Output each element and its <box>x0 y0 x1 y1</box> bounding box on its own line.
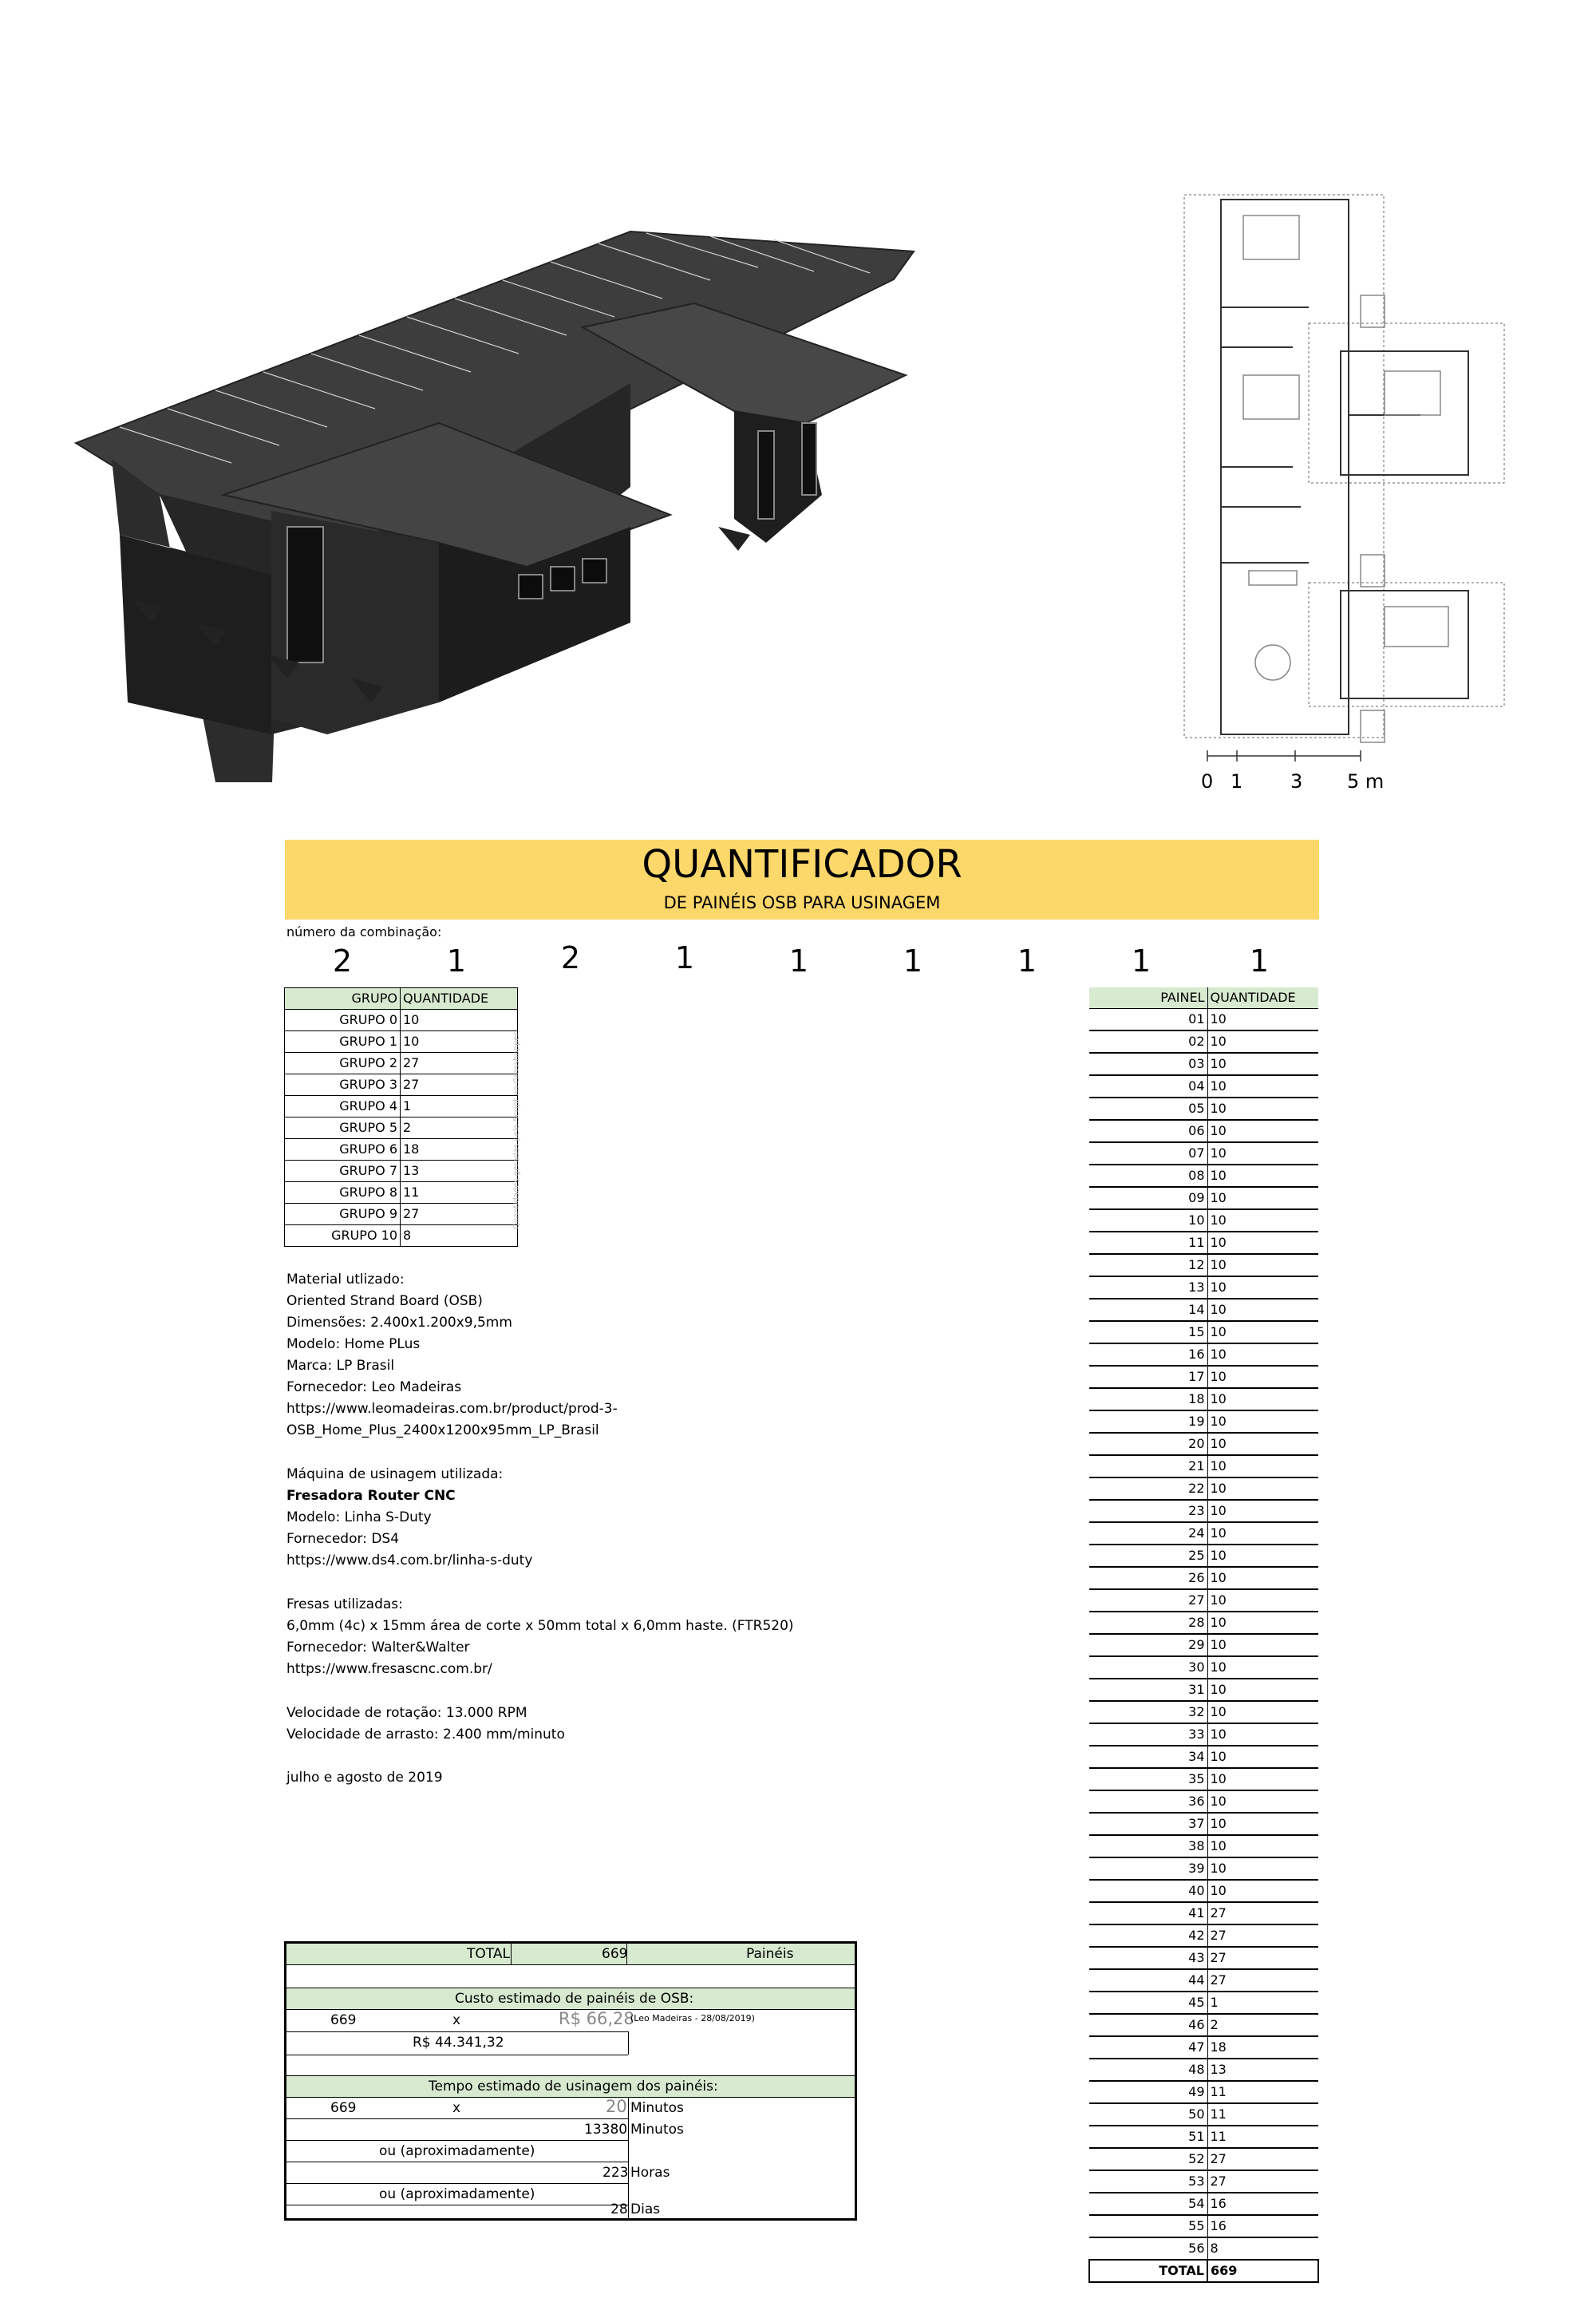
panel-number: 11 <box>1089 1232 1207 1254</box>
group-quantity: 27 <box>401 1053 518 1074</box>
group-quantity: 27 <box>401 1204 518 1225</box>
panel-quantity: 10 <box>1207 1098 1318 1120</box>
panel-number: 15 <box>1089 1321 1207 1343</box>
table-row <box>1089 1656 1318 1679</box>
group-quantity: 2 <box>401 1117 518 1139</box>
group-name: GRUPO 5 <box>285 1117 401 1139</box>
table-row <box>285 1161 518 1182</box>
table-row <box>1089 1746 1318 1768</box>
table-row <box>1089 1768 1318 1790</box>
panel-number: 21 <box>1089 1455 1207 1477</box>
panel-quantity: 10 <box>1207 1410 1318 1433</box>
table-row <box>1089 1567 1318 1589</box>
panel-number: 27 <box>1089 1589 1207 1612</box>
hours-unit: Horas <box>630 2165 670 2181</box>
table-row <box>1089 1500 1318 1522</box>
material-info <box>286 1269 618 1442</box>
combination-value: 1 <box>1249 943 1270 979</box>
group-name: GRUPO 1 <box>285 1031 401 1053</box>
table-row <box>1089 1947 1318 1969</box>
info-line: Fresas utilizadas: <box>286 1596 403 1612</box>
group-quantity: 18 <box>401 1139 518 1161</box>
table-row <box>1089 1857 1318 1880</box>
panel-quantity: 13 <box>1207 2059 1318 2081</box>
panel-number: 56 <box>1089 2237 1207 2260</box>
time-heading: Tempo estimado de usinagem dos painéis: <box>429 2079 718 2095</box>
column-header-group: GRUPO <box>285 988 401 1010</box>
panel-number: 35 <box>1089 1768 1207 1790</box>
panel-quantity: 10 <box>1207 1723 1318 1746</box>
table-row <box>285 1074 518 1096</box>
panel-quantity: 10 <box>1207 1477 1318 1500</box>
total-minutes: 13380 <box>584 2122 628 2138</box>
group-quantity: 13 <box>401 1161 518 1182</box>
panel-quantity: 10 <box>1207 1701 1318 1723</box>
panel-quantity: 10 <box>1207 1075 1318 1098</box>
combination-label: número da combinação: <box>286 924 442 939</box>
panel-quantity: 11 <box>1207 2126 1318 2148</box>
panel-quantity: 10 <box>1207 1813 1318 1835</box>
table-row <box>285 1096 518 1117</box>
panel-number: 53 <box>1089 2170 1207 2193</box>
total-unit: Painéis <box>746 1946 794 1962</box>
panel-number: 48 <box>1089 2059 1207 2081</box>
group-name: GRUPO 7 <box>285 1161 401 1182</box>
table-row <box>1089 1187 1318 1209</box>
machine-info <box>286 1464 532 1572</box>
table-row <box>1089 1276 1318 1299</box>
panel-number: 37 <box>1089 1813 1207 1835</box>
table-row <box>1089 2193 1318 2215</box>
page-subtitle: DE PAINÉIS OSB PARA USINAGEM <box>663 893 941 912</box>
panel-number: 40 <box>1089 1880 1207 1902</box>
info-line: https://www.leomadeiras.com.br/product/prod-3- <box>286 1401 618 1417</box>
panel-number: 39 <box>1089 1857 1207 1880</box>
table-row <box>1089 1545 1318 1567</box>
combination-value: 1 <box>1017 943 1037 979</box>
panel-quantity: 10 <box>1207 1030 1318 1053</box>
panel-quantity: 10 <box>1207 1232 1318 1254</box>
panel-number: 54 <box>1089 2193 1207 2215</box>
panel-quantity: 11 <box>1207 2103 1318 2126</box>
panel-number: 55 <box>1089 2215 1207 2237</box>
table-row <box>1089 2170 1318 2193</box>
table-row <box>1089 1053 1318 1075</box>
table-row <box>1089 2081 1318 2103</box>
group-quantity: 10 <box>401 1031 518 1053</box>
table-row <box>1089 2237 1318 2260</box>
table-row <box>1089 1969 1318 1992</box>
cost-quantity: 669 <box>330 2012 357 2028</box>
table-row <box>1089 2103 1318 2126</box>
table-row <box>1089 1165 1318 1187</box>
panel-quantity: 10 <box>1207 1366 1318 1388</box>
panel-number: 45 <box>1089 1992 1207 2014</box>
panel-quantity: 10 <box>1207 1455 1318 1477</box>
panel-table <box>1088 987 1319 2283</box>
panel-number: 07 <box>1089 1142 1207 1165</box>
info-line: Modelo: Linha S-Duty <box>286 1509 432 1525</box>
speeds-info <box>286 1703 565 1746</box>
price-source: (Leo Madeiras - 28/08/2019) <box>630 2013 755 2023</box>
info-line: Fornecedor: Walter&Walter <box>286 1640 470 1655</box>
info-line: https://www.ds4.com.br/linha-s-duty <box>286 1553 533 1568</box>
table-row <box>1089 1232 1318 1254</box>
panel-number: 52 <box>1089 2148 1207 2170</box>
column-header-panel: PAINEL <box>1089 987 1207 1009</box>
panel-quantity: 11 <box>1207 2081 1318 2103</box>
table-row <box>1089 1009 1318 1031</box>
table-row <box>1089 1321 1318 1343</box>
table-row <box>1089 1679 1318 1701</box>
group-name: GRUPO 6 <box>285 1139 401 1161</box>
group-name: GRUPO 0 <box>285 1010 401 1031</box>
panel-number: 38 <box>1089 1835 1207 1857</box>
group-name: GRUPO 2 <box>285 1053 401 1074</box>
group-table <box>284 987 518 1247</box>
total-value: 669 <box>602 1946 628 1962</box>
combination-value: 2 <box>560 940 581 975</box>
table-row <box>1089 2014 1318 2036</box>
group-name: GRUPO 10 <box>285 1225 401 1247</box>
table-header-row <box>1089 987 1318 1009</box>
info-line: OSB_Home_Plus_2400x1200x95mm_LP_Brasil <box>286 1422 599 1438</box>
panel-quantity: 10 <box>1207 1388 1318 1410</box>
column-header-quantity: QUANTIDADE <box>401 988 518 1010</box>
info-line: 6,0mm (4c) x 15mm área de corte x 50mm total x 6,0mm haste. (FTR520) <box>286 1618 794 1634</box>
info-line: Marca: LP Brasil <box>286 1358 395 1374</box>
info-line: Máquina de usinagem utilizada: <box>286 1466 504 1482</box>
group-quantity: 11 <box>401 1182 518 1204</box>
panel-quantity: 10 <box>1207 1746 1318 1768</box>
combination-value: 1 <box>446 943 467 979</box>
panel-number: 18 <box>1089 1388 1207 1410</box>
table-row <box>1089 1477 1318 1500</box>
column-header-quantity: QUANTIDADE <box>1207 987 1318 1009</box>
panel-quantity: 10 <box>1207 1835 1318 1857</box>
floor-plan <box>1181 192 1508 798</box>
info-line: Oriented Strand Board (OSB) <box>286 1293 483 1309</box>
table-row <box>1089 2215 1318 2237</box>
panel-quantity: 10 <box>1207 1254 1318 1276</box>
cost-heading: Custo estimado de painéis de OSB: <box>455 1991 694 2007</box>
combination-value: 1 <box>788 943 809 979</box>
table-row <box>1089 1098 1318 1120</box>
minutes-unit-2: Minutos <box>630 2122 684 2138</box>
info-line: Fornecedor: Leo Madeiras <box>286 1379 462 1395</box>
table-row <box>1089 1209 1318 1232</box>
panel-quantity: 16 <box>1207 2215 1318 2237</box>
approx-label-1: ou (aproximadamente) <box>379 2143 535 2159</box>
table-row <box>285 1053 518 1074</box>
days-value: 28 <box>610 2201 628 2217</box>
table-row <box>1089 2059 1318 2081</box>
table-row <box>1089 1835 1318 1857</box>
panel-number: 04 <box>1089 1075 1207 1098</box>
scale-label-1: 1 <box>1231 770 1243 793</box>
scale-label-5m: 5 m <box>1347 770 1385 793</box>
panel-number: 03 <box>1089 1053 1207 1075</box>
time-quantity: 669 <box>330 2100 357 2116</box>
panel-number: 02 <box>1089 1030 1207 1053</box>
info-line: Fresadora Router CNC <box>286 1488 456 1504</box>
panel-quantity: 1 <box>1207 1992 1318 2014</box>
panel-number: 34 <box>1089 1746 1207 1768</box>
panel-quantity: 10 <box>1207 1768 1318 1790</box>
table-row <box>285 1031 518 1053</box>
unit-price: R$ 66,28 <box>559 2009 634 2028</box>
panel-number: 08 <box>1089 1165 1207 1187</box>
info-line: Velocidade de rotação: 13.000 RPM <box>286 1705 527 1721</box>
group-quantity: 8 <box>401 1225 518 1247</box>
panel-quantity: 27 <box>1207 2170 1318 2193</box>
time-times: x <box>452 2100 461 2116</box>
info-line: Modelo: Home PLus <box>286 1336 421 1352</box>
panel-quantity: 10 <box>1207 1634 1318 1656</box>
panel-number: 46 <box>1089 2014 1207 2036</box>
panel-number: 16 <box>1089 1343 1207 1366</box>
panel-quantity: 10 <box>1207 1589 1318 1612</box>
panel-number: 12 <box>1089 1254 1207 1276</box>
panel-quantity: 27 <box>1207 2148 1318 2170</box>
table-row <box>1089 1366 1318 1388</box>
panel-number: 30 <box>1089 1656 1207 1679</box>
panel-quantity: 10 <box>1207 1120 1318 1142</box>
panel-quantity: 8 <box>1207 2237 1318 2260</box>
info-line: Fornecedor: DS4 <box>286 1531 400 1547</box>
panel-quantity: 10 <box>1207 1612 1318 1634</box>
group-quantity: 10 <box>401 1010 518 1031</box>
table-row <box>1089 1589 1318 1612</box>
combination-value: 2 <box>332 943 353 979</box>
panel-quantity: 16 <box>1207 2193 1318 2215</box>
panel-quantity: 10 <box>1207 1790 1318 1813</box>
panel-number: 49 <box>1089 2081 1207 2103</box>
panel-number: 31 <box>1089 1679 1207 1701</box>
panel-number: 50 <box>1089 2103 1207 2126</box>
table-header-row <box>285 988 518 1010</box>
table-row <box>1089 1075 1318 1098</box>
table-row <box>1089 1723 1318 1746</box>
table-row <box>1089 1254 1318 1276</box>
panel-quantity: 27 <box>1207 1902 1318 1924</box>
grasshopper-note: Quantidades geradas pelo Script no Grasshopper <box>512 1032 521 1229</box>
combination-value: 1 <box>674 940 695 975</box>
time-per-panel: 20 <box>606 2097 627 2116</box>
table-row <box>285 1204 518 1225</box>
panel-number: 28 <box>1089 1612 1207 1634</box>
table-row <box>1089 1522 1318 1545</box>
panel-total-row <box>1089 2260 1318 2282</box>
panel-quantity: 18 <box>1207 2036 1318 2059</box>
panel-quantity: 10 <box>1207 1299 1318 1321</box>
group-name: GRUPO 4 <box>285 1096 401 1117</box>
table-row <box>1089 1902 1318 1924</box>
approx-label-2: ou (aproximadamente) <box>379 2186 535 2202</box>
panel-quantity: 10 <box>1207 1209 1318 1232</box>
hours-value: 223 <box>602 2165 629 2181</box>
panel-quantity: 10 <box>1207 1276 1318 1299</box>
group-name: GRUPO 3 <box>285 1074 401 1096</box>
panel-total-label: TOTAL <box>1089 2260 1207 2282</box>
panel-number: 24 <box>1089 1522 1207 1545</box>
panel-number: 06 <box>1089 1120 1207 1142</box>
panel-number: 29 <box>1089 1634 1207 1656</box>
info-line: https://www.fresascnc.com.br/ <box>286 1661 492 1677</box>
table-row <box>1089 1634 1318 1656</box>
panel-number: 26 <box>1089 1567 1207 1589</box>
panel-number: 14 <box>1089 1299 1207 1321</box>
panel-quantity: 10 <box>1207 1321 1318 1343</box>
panel-number: 33 <box>1089 1723 1207 1746</box>
panel-quantity: 10 <box>1207 1857 1318 1880</box>
minutes-unit-1: Minutos <box>630 2100 684 2116</box>
panel-number: 32 <box>1089 1701 1207 1723</box>
panel-number: 05 <box>1089 1098 1207 1120</box>
combination-value: 1 <box>1131 943 1152 979</box>
panel-quantity: 2 <box>1207 2014 1318 2036</box>
table-row <box>1089 1433 1318 1455</box>
scale-label-3: 3 <box>1290 770 1303 793</box>
panel-quantity: 10 <box>1207 1433 1318 1455</box>
table-row <box>1089 2126 1318 2148</box>
table-row <box>1089 1388 1318 1410</box>
panel-quantity: 27 <box>1207 1947 1318 1969</box>
date-text: julho e agosto de 2019 <box>286 1770 443 1786</box>
panel-quantity: 27 <box>1207 1969 1318 1992</box>
panel-total-value: 669 <box>1207 2260 1318 2282</box>
panel-number: 25 <box>1089 1545 1207 1567</box>
panel-number: 51 <box>1089 2126 1207 2148</box>
panel-number: 09 <box>1089 1187 1207 1209</box>
table-row <box>1089 1120 1318 1142</box>
page-title: QUANTIFICADOR <box>642 842 962 887</box>
table-row <box>1089 2148 1318 2170</box>
table-row <box>285 1010 518 1031</box>
table-row <box>1089 1343 1318 1366</box>
days-unit: Dias <box>630 2201 661 2217</box>
table-row <box>1089 1030 1318 1053</box>
panel-quantity: 10 <box>1207 1009 1318 1031</box>
panel-quantity: 27 <box>1207 1924 1318 1947</box>
panel-quantity: 10 <box>1207 1053 1318 1075</box>
cost-total: R$ 44.341,32 <box>413 2035 504 2051</box>
info-line: Dimensões: 2.400x1.200x9,5mm <box>286 1315 512 1331</box>
panel-number: 23 <box>1089 1500 1207 1522</box>
panel-number: 47 <box>1089 2036 1207 2059</box>
panel-number: 44 <box>1089 1969 1207 1992</box>
combination-value: 1 <box>903 943 923 979</box>
info-line: Material utlizado: <box>286 1272 405 1288</box>
group-name: GRUPO 9 <box>285 1204 401 1225</box>
table-row <box>1089 1612 1318 1634</box>
panel-quantity: 10 <box>1207 1500 1318 1522</box>
total-label: TOTAL <box>467 1946 510 1962</box>
table-row <box>1089 1880 1318 1902</box>
panel-number: 41 <box>1089 1902 1207 1924</box>
panel-quantity: 10 <box>1207 1165 1318 1187</box>
panel-quantity: 10 <box>1207 1567 1318 1589</box>
panel-quantity: 10 <box>1207 1880 1318 1902</box>
panel-number: 17 <box>1089 1366 1207 1388</box>
table-row <box>1089 1299 1318 1321</box>
panel-number: 20 <box>1089 1433 1207 1455</box>
panel-quantity: 10 <box>1207 1656 1318 1679</box>
table-row <box>1089 1924 1318 1947</box>
panel-number: 13 <box>1089 1276 1207 1299</box>
table-row <box>285 1139 518 1161</box>
table-row <box>1089 1992 1318 2014</box>
house-3d-model <box>72 223 934 782</box>
panel-number: 01 <box>1089 1009 1207 1031</box>
panel-quantity: 10 <box>1207 1343 1318 1366</box>
panel-number: 10 <box>1089 1209 1207 1232</box>
panel-quantity: 10 <box>1207 1142 1318 1165</box>
bits-info <box>286 1594 794 1680</box>
table-row <box>285 1225 518 1247</box>
panel-number: 19 <box>1089 1410 1207 1433</box>
table-row <box>285 1117 518 1139</box>
table-row <box>1089 1455 1318 1477</box>
table-row <box>285 1182 518 1204</box>
info-line: Velocidade de arrasto: 2.400 mm/minuto <box>286 1727 565 1742</box>
group-quantity: 1 <box>401 1096 518 1117</box>
table-row <box>1089 1813 1318 1835</box>
group-name: GRUPO 8 <box>285 1182 401 1204</box>
panel-quantity: 10 <box>1207 1545 1318 1567</box>
panel-quantity: 10 <box>1207 1522 1318 1545</box>
group-quantity: 27 <box>401 1074 518 1096</box>
panel-quantity: 10 <box>1207 1679 1318 1701</box>
panel-number: 36 <box>1089 1790 1207 1813</box>
table-row <box>1089 1142 1318 1165</box>
table-row <box>1089 1701 1318 1723</box>
cost-times: x <box>452 2012 461 2028</box>
scale-label-0: 0 <box>1201 770 1214 793</box>
panel-number: 42 <box>1089 1924 1207 1947</box>
table-row <box>1089 1790 1318 1813</box>
panel-quantity: 10 <box>1207 1187 1318 1209</box>
panel-number: 43 <box>1089 1947 1207 1969</box>
table-row <box>1089 1410 1318 1433</box>
panel-number: 22 <box>1089 1477 1207 1500</box>
table-row <box>1089 2036 1318 2059</box>
